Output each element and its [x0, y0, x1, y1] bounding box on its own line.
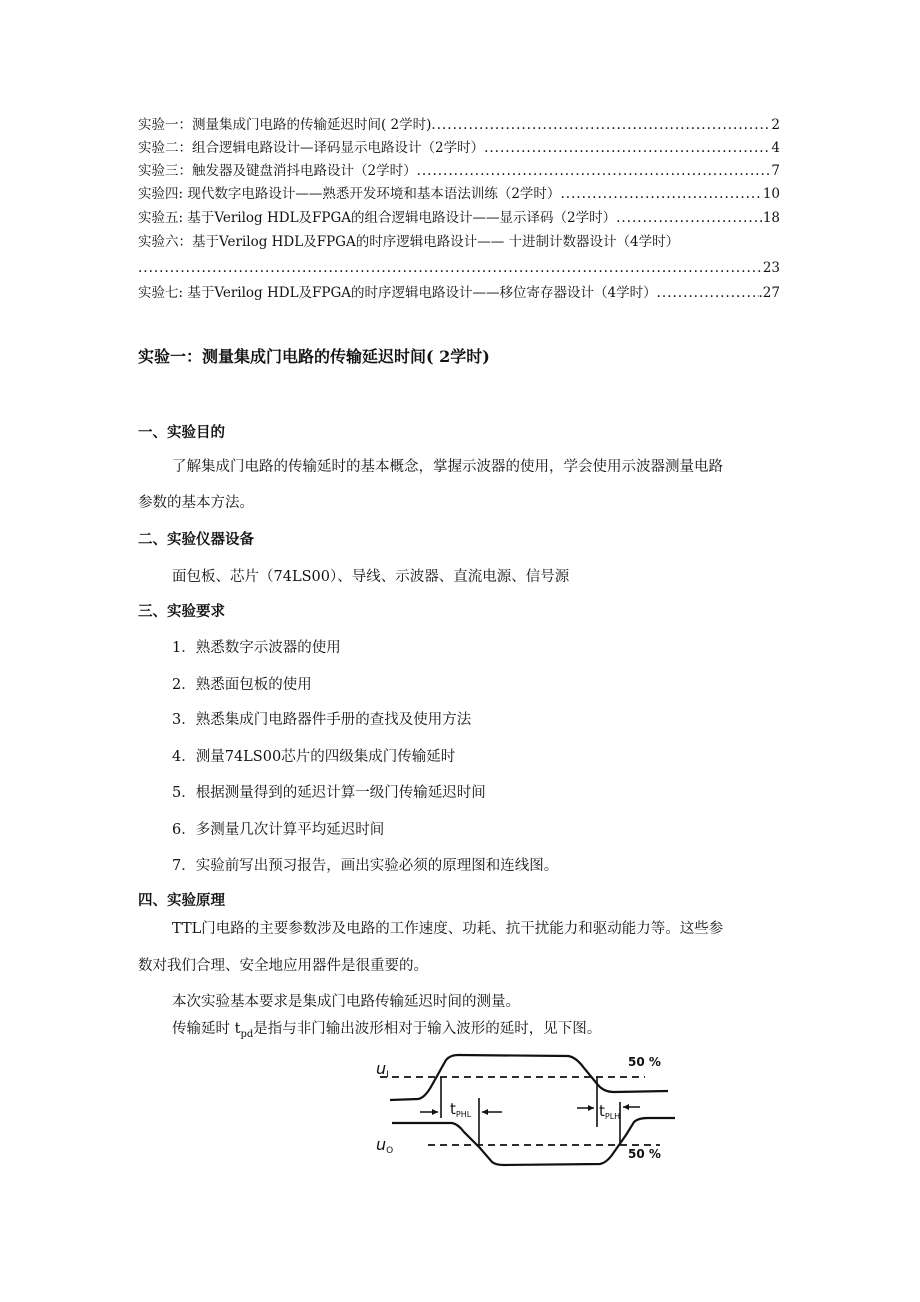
percent-label-bottom: 50 %	[628, 1147, 661, 1161]
toc-title: 实验六：基于Verilog HDL及FPGA的时序逻辑电路设计—— 十进制计数器设计（4学时）	[138, 234, 680, 250]
tplh-arrows	[577, 1107, 640, 1108]
page-title: 实验一：测量集成门电路的传输延迟时间( 2学时)	[138, 347, 490, 366]
toc-title: 实验五: 基于Verilog HDL及FPGA的组合逻辑电路设计——显示译码（2学时）	[138, 210, 617, 226]
toc-page: 18	[762, 210, 780, 226]
list-item: 4．测量74LS00芯片的四级集成门传输延时	[172, 749, 456, 765]
section-heading: 二、实验仪器设备	[138, 531, 254, 548]
ui-label: uI	[376, 1059, 389, 1080]
tplh-label: $t_{PLH}$	[599, 1102, 621, 1121]
paragraph: 本次实验基本要求是集成门电路传输延迟时间的测量。	[172, 994, 520, 1010]
section-heading: 一、实验目的	[138, 424, 225, 441]
toc-page: 4	[771, 140, 780, 156]
toc-title: 实验一：测量集成门电路的传输延迟时间( 2学时)	[138, 117, 432, 133]
list-item: 7．实验前写出预习报告，画出实验必须的原理图和连线图。	[172, 858, 559, 874]
tphl-label: $t_{PHL}$	[450, 1100, 472, 1119]
toc-title: 实验二：组合逻辑电路设计—译码显示电路设计（2学时）	[138, 140, 485, 156]
paragraph: 传输延时 $t_{pd}$是指与非门输出波形相对于输入波形的延时，见下图。	[172, 1021, 602, 1040]
section-heading: 四、实验原理	[138, 892, 225, 909]
paragraph: 了解集成门电路的传输延时的基本概念，掌握示波器的使用，学会使用示波器测量电路	[172, 459, 723, 475]
list-item: 2．熟悉面包板的使用	[172, 677, 312, 693]
section-heading: 三、实验要求	[138, 603, 225, 620]
paragraph: 参数的基本方法。	[138, 495, 254, 511]
uo-label: uO	[376, 1135, 394, 1156]
toc-title: 实验三：触发器及键盘消抖电路设计（2学时）	[138, 163, 417, 179]
toc-page: 7	[771, 163, 780, 179]
percent-label-top: 50 %	[628, 1055, 661, 1069]
list-item: 1．熟悉数字示波器的使用	[172, 640, 341, 656]
paragraph: 面包板、芯片（74LS00）、导线、示波器、直流电源、信号源	[172, 569, 570, 585]
list-item: 5．根据测量得到的延迟计算一级门传输延迟时间	[172, 785, 486, 801]
paragraph: 数对我们合理、安全地应用器件是很重要的。	[138, 958, 428, 974]
paragraph: TTL门电路的主要参数涉及电路的工作速度、功耗、抗干扰能力和驱动能力等。这些参	[172, 921, 724, 937]
toc-page: 23	[762, 260, 780, 276]
list-item: 3．熟悉集成门电路器件手册的查找及使用方法	[172, 712, 472, 728]
toc-title: 实验四: 现代数字电路设计——熟悉开发环境和基本语法训练（2学时）	[138, 186, 561, 202]
toc-title: 实验七: 基于Verilog HDL及FPGA的时序逻辑电路设计——移位寄存器设计（4学时）	[138, 285, 657, 301]
list-item: 6．多测量几次计算平均延迟时间	[172, 822, 385, 838]
toc-page: 2	[771, 117, 780, 133]
toc-page: 10	[762, 186, 780, 202]
toc-page: .27	[758, 285, 780, 301]
